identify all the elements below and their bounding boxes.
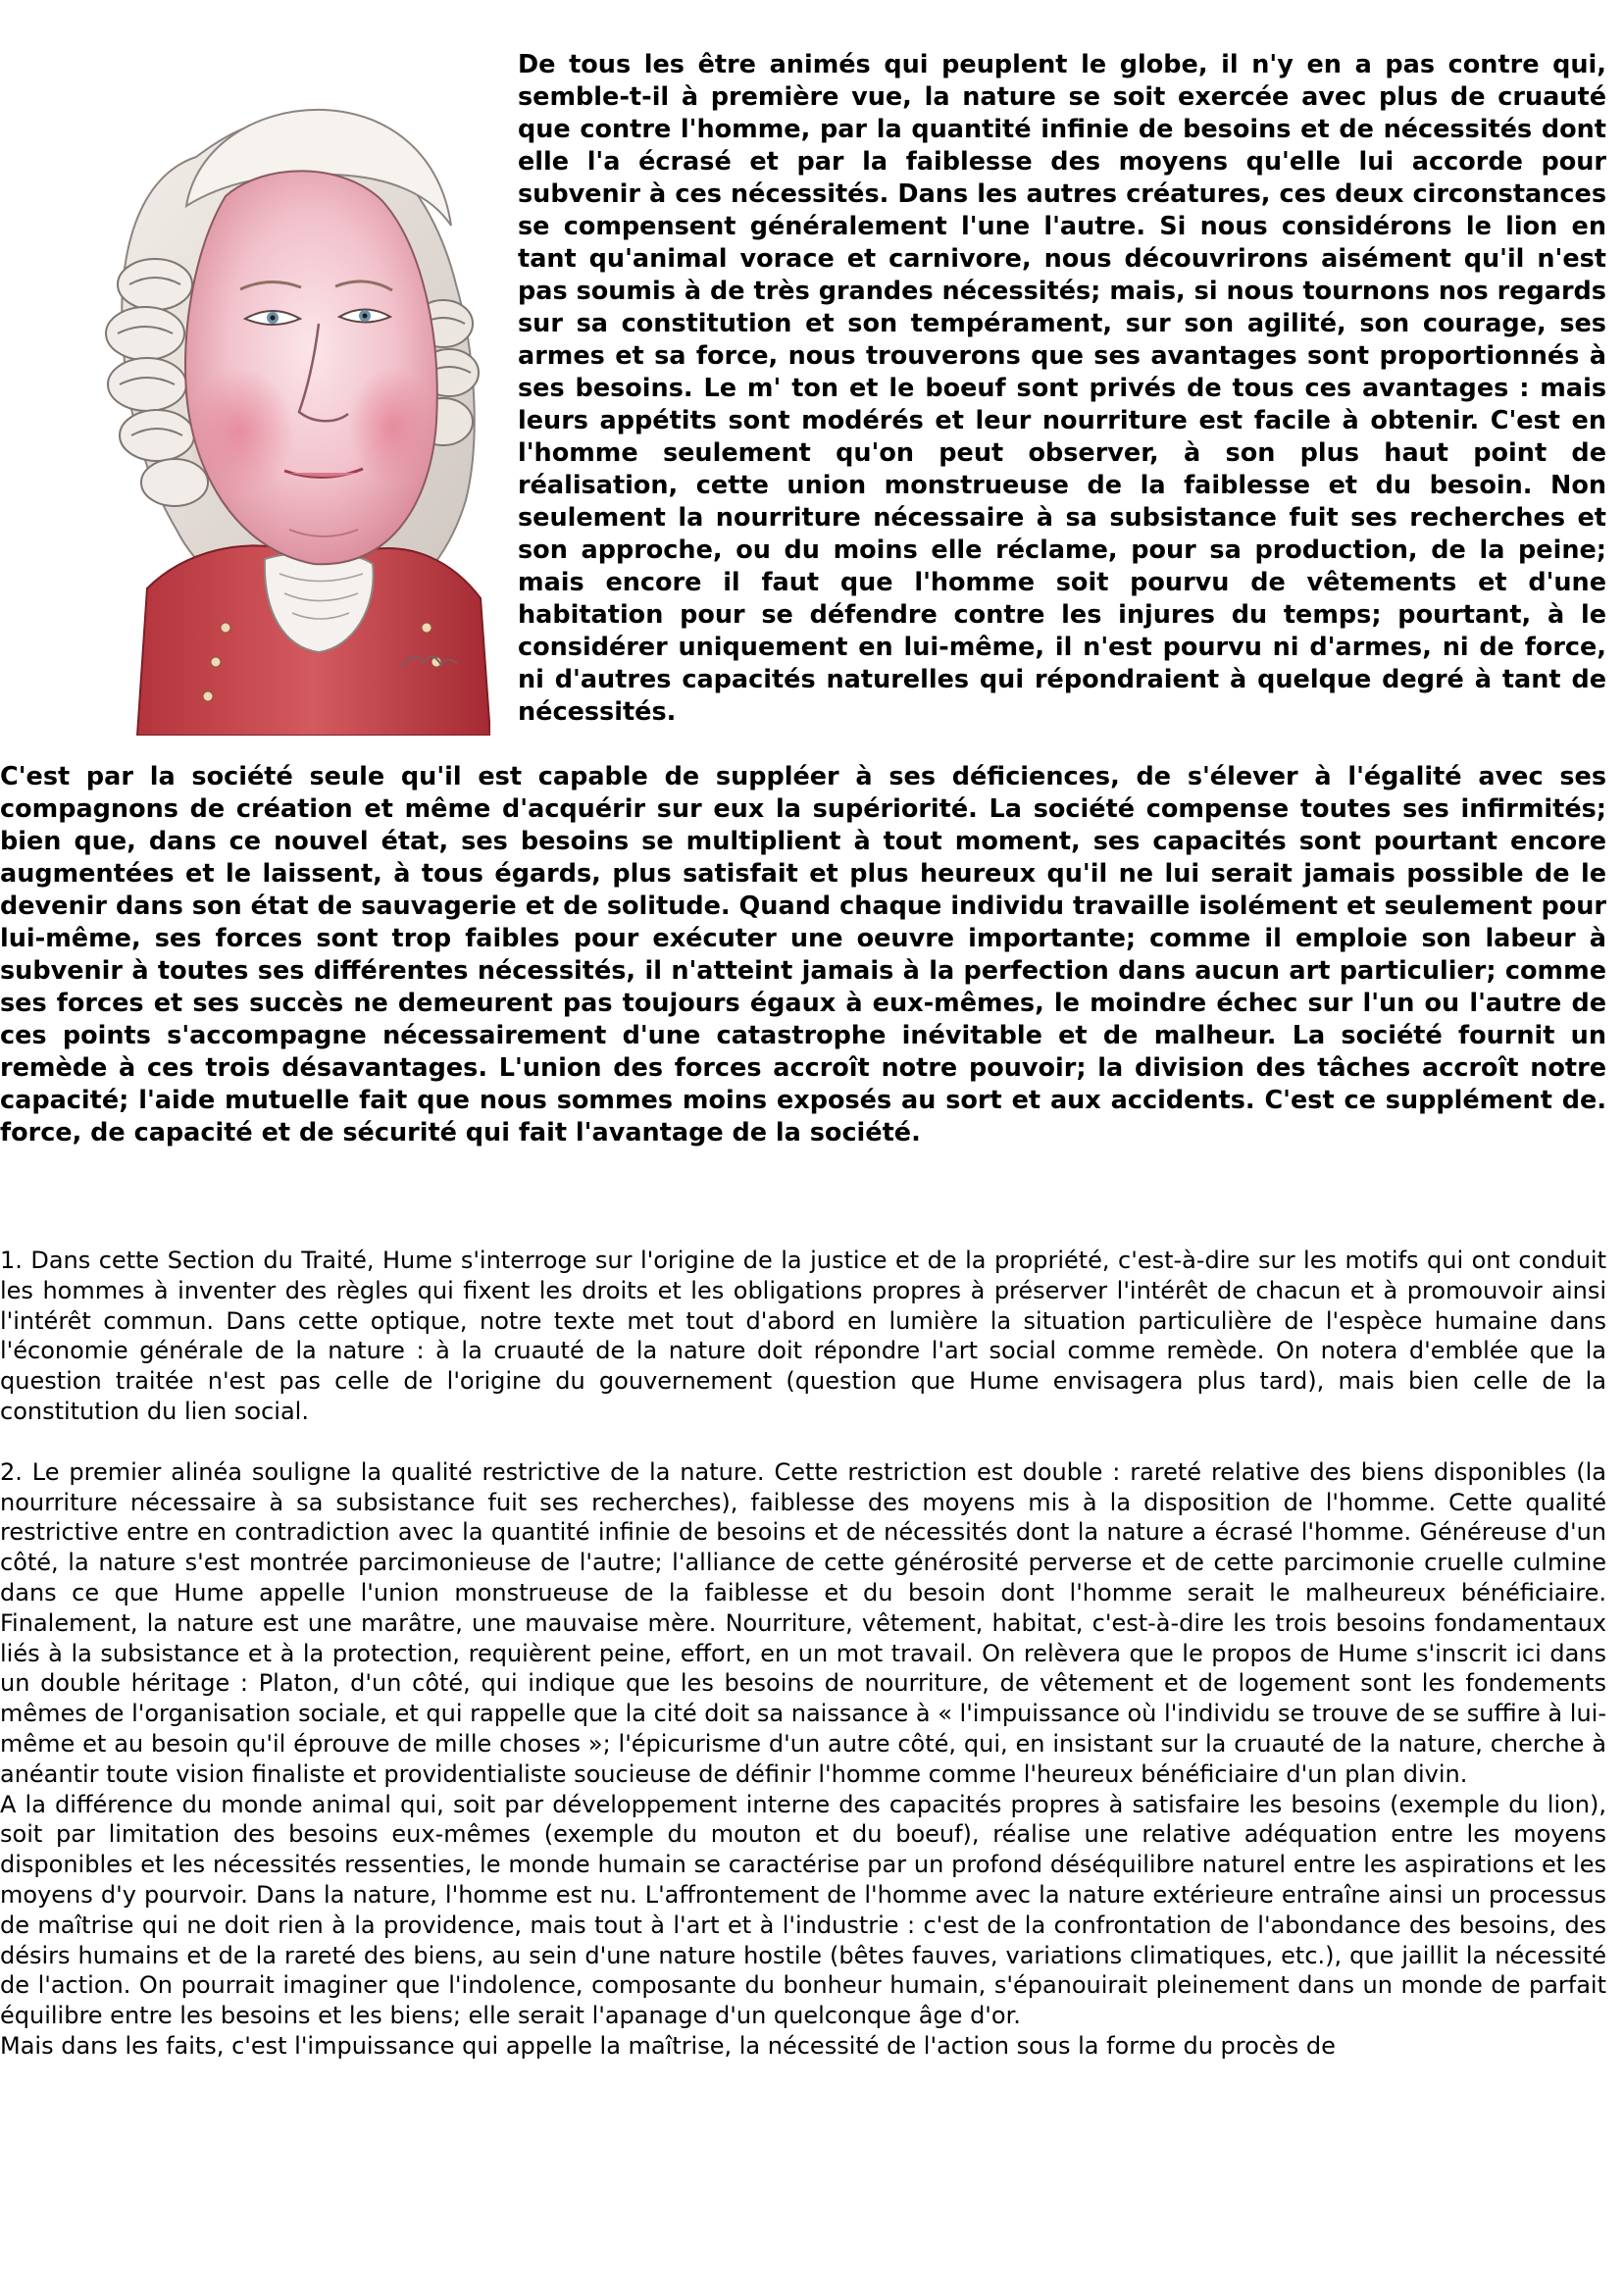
commentary-paragraph-2: 2. Le premier alinéa souligne la qualité restrictive de la nature. Cette restriction est double : rareté relative des biens disponibles (la nourriture nécessaire à sa subsistance fuit ses recherches), faiblesse des moyens mis à la disposition de l'homme. Cette qualité restrictive entre en contradiction avec la quantité infinie de besoins et de nécessités dont la nature a écrasé l'homme. Généreuse d'un côté, la nature s'est montrée parcimonieuse de l'autre; l'alliance de cette générosité perverse et de cette parcimonie cruelle culmine dans ce que Hume appelle l'union monstrueuse de la faiblesse et du besoin dont l'homme serait le malheureux bénéficiaire. Finalement, la nature est une marâtre, une mauvaise mère. Nourriture, vêtement, habitat, c'est-à-dire les trois besoins fondamentaux liés à la subsistance et à la protection, requièrent peine, effort, en un mot travail. On relèvera que le propos de Hume s'inscrit ici dans un double héritage : Platon, d'un côté, qui indique que les besoins de nourriture, de vêtement et de logement sont les fondements mêmes de l'organisation sociale, et qui rappelle que la cité doit sa naissance à « l'impuissance où l'individu se trouve de se suffire à lui-même et au besoin qu'il éprouve de mille choses »; l'épicurisme d'un autre côté, qui, en insistant sur la cruauté de la nature, cherche à anéantir toute vision finaliste et providentialiste soucieuse de définir l'homme comme l'heureux bénéficiaire d'un plan divin. (0, 1457, 1606, 1788)
hume-caricature-portrait (78, 39, 490, 736)
excerpt-paragraph-1: De tous les être animés qui peuplent le globe, il n'y en a pas contre qui, semble-t-il à première vue, la nature se soit exercée avec plus de cruauté que contre l'homme, par la quantité infinie de besoins et de nécessités dont elle l'a écrasé et par la faiblesse des moyens qu'elle lui accorde pour subvenir à ces nécessités. Dans les autres créatures, ces deux circonstances se compensent généralement l'une l'autre. Si nous considérons le lion en tant qu'animal vorace et carnivore, nous découvrirons aisément qu'il n'est pas soumis à de très grandes nécessités; mais, si nous tournons nos regards sur sa constitution et son tempérament, sur son agilité, son courage, ses armes et sa force, nous trouverons que ses avantages sont proportionnés à ses besoins. Le m' ton et le boeuf sont privés de tous ces avantages : mais leurs appétits sont modérés et leur nourriture est facile à obtenir. C'est en l'homme seulement qu'on peut observer, à son plus haut point de réalisation, cette union monstrueuse de la faiblesse et du besoin. Non seulement la nourriture nécessaire à sa subsistance fuit ses recherches et son approche, ou du moins elle réclame, pour sa production, de la peine; mais encore il faut que l'homme soit pourvu de vêtements et d'une habitation pour se défendre contre les injures du temps; pourtant, à le considérer uniquement en lui-même, il n'est pourvu ni d'armes, ni de force, ni d'autres capacités naturelles qui répondraient à quelque degré à tant de nécessités. (518, 50, 1606, 727)
commentary-paragraph-3: A la différence du monde animal qui, soit par développement interne des capacités propres à satisfaire les besoins (exemple du lion), soit par limitation des besoins eux-mêmes (exemple du mouton et du boeuf), réalise une relative adéquation entre les moyens disponibles et les nécessités ressenties, le monde humain se caractérise par un profond déséquilibre naturel entre les aspirations et les moyens d'y pourvoir. Dans la nature, l'homme est nu. L'affrontement de l'homme avec la nature extérieure entraîne ainsi un processus de maîtrise qui ne doit rien à la providence, mais tout à l'art et à l'industrie : c'est de la confrontation de l'abondance des besoins, des désirs humains et de la rareté des biens, au sein d'une nature hostile (bêtes fauves, variations climatiques, etc.), que jaillit la nécessité de l'action. On pourrait imaginer que l'indolence, composante du bonheur humain, s'épanouirait pleinement dans un monde de parfait équilibre entre les besoins et les biens; elle serait l'apanage d'un quelconque âge d'or. (0, 1790, 1606, 2030)
commentary-paragraph-4: Mais dans les faits, c'est l'impuissance qui appelle la maîtrise, la nécessité de l'action sous la forme du procès de (0, 2031, 1336, 2060)
excerpt-paragraph-2: C'est par la société seule qu'il est capable de suppléer à ses déficiences, de s'élever à l'égalité avec ses compagnons de création et même d'acquérir sur eux la supériorité. La société compense toutes ses infirmités; bien que, dans ce nouvel état, ses besoins se multiplient à tout moment, ses capacités sont pourtant encore augmentées et le laissent, à tous égards, plus satisfait et plus heureux qu'il ne lui serait jamais possible de le devenir dans son état de sauvagerie et de solitude. Quand chaque individu travaille isolément et seulement pour lui-même, ses forces sont trop faibles pour exécuter une oeuvre importante; comme il emploie son labeur à subvenir à toutes ses différentes nécessités, il n'atteint jamais à la perfection dans aucun art particulier; comme ses forces et ses succès ne demeurent pas toujours égaux à eux-mêmes, le moindre échec sur l'un ou l'autre de ces points s'accompagne nécessairement d'une catastrophe inévitable et de malheur. La société fournit un remède à ces trois désavantages. L'union des forces accroît notre pouvoir; la division des tâches accroît notre capacité; l'aide mutuelle fait que nous sommes moins exposés au sort et aux accidents. C'est ce supplément de. force, de capacité et de sécurité qui fait l'avantage de la société. (0, 762, 1606, 1147)
commentary-paragraph-1: 1. Dans cette Section du Traité, Hume s'interroge sur l'origine de la justice et de la propriété, c'est-à-dire sur les motifs qui ont conduit les hommes à inventer des règles qui fixent les droits et les obligations propres à préserver l'intérêt de chacun et à promouvoir ainsi l'intérêt commun. Dans cette optique, notre texte met tout d'abord en lumière la situation particulière de l'espèce humaine dans l'économie générale de la nature : à la cruauté de la nature doit répondre l'art social comme remède. On notera d'emblée que la question traitée n'est pas celle de l'origine du gouvernement (question que Hume envisagera plus tard), mais bien celle de la constitution du lien social. (0, 1247, 1606, 1425)
commentary-section (0, 1246, 1606, 2062)
